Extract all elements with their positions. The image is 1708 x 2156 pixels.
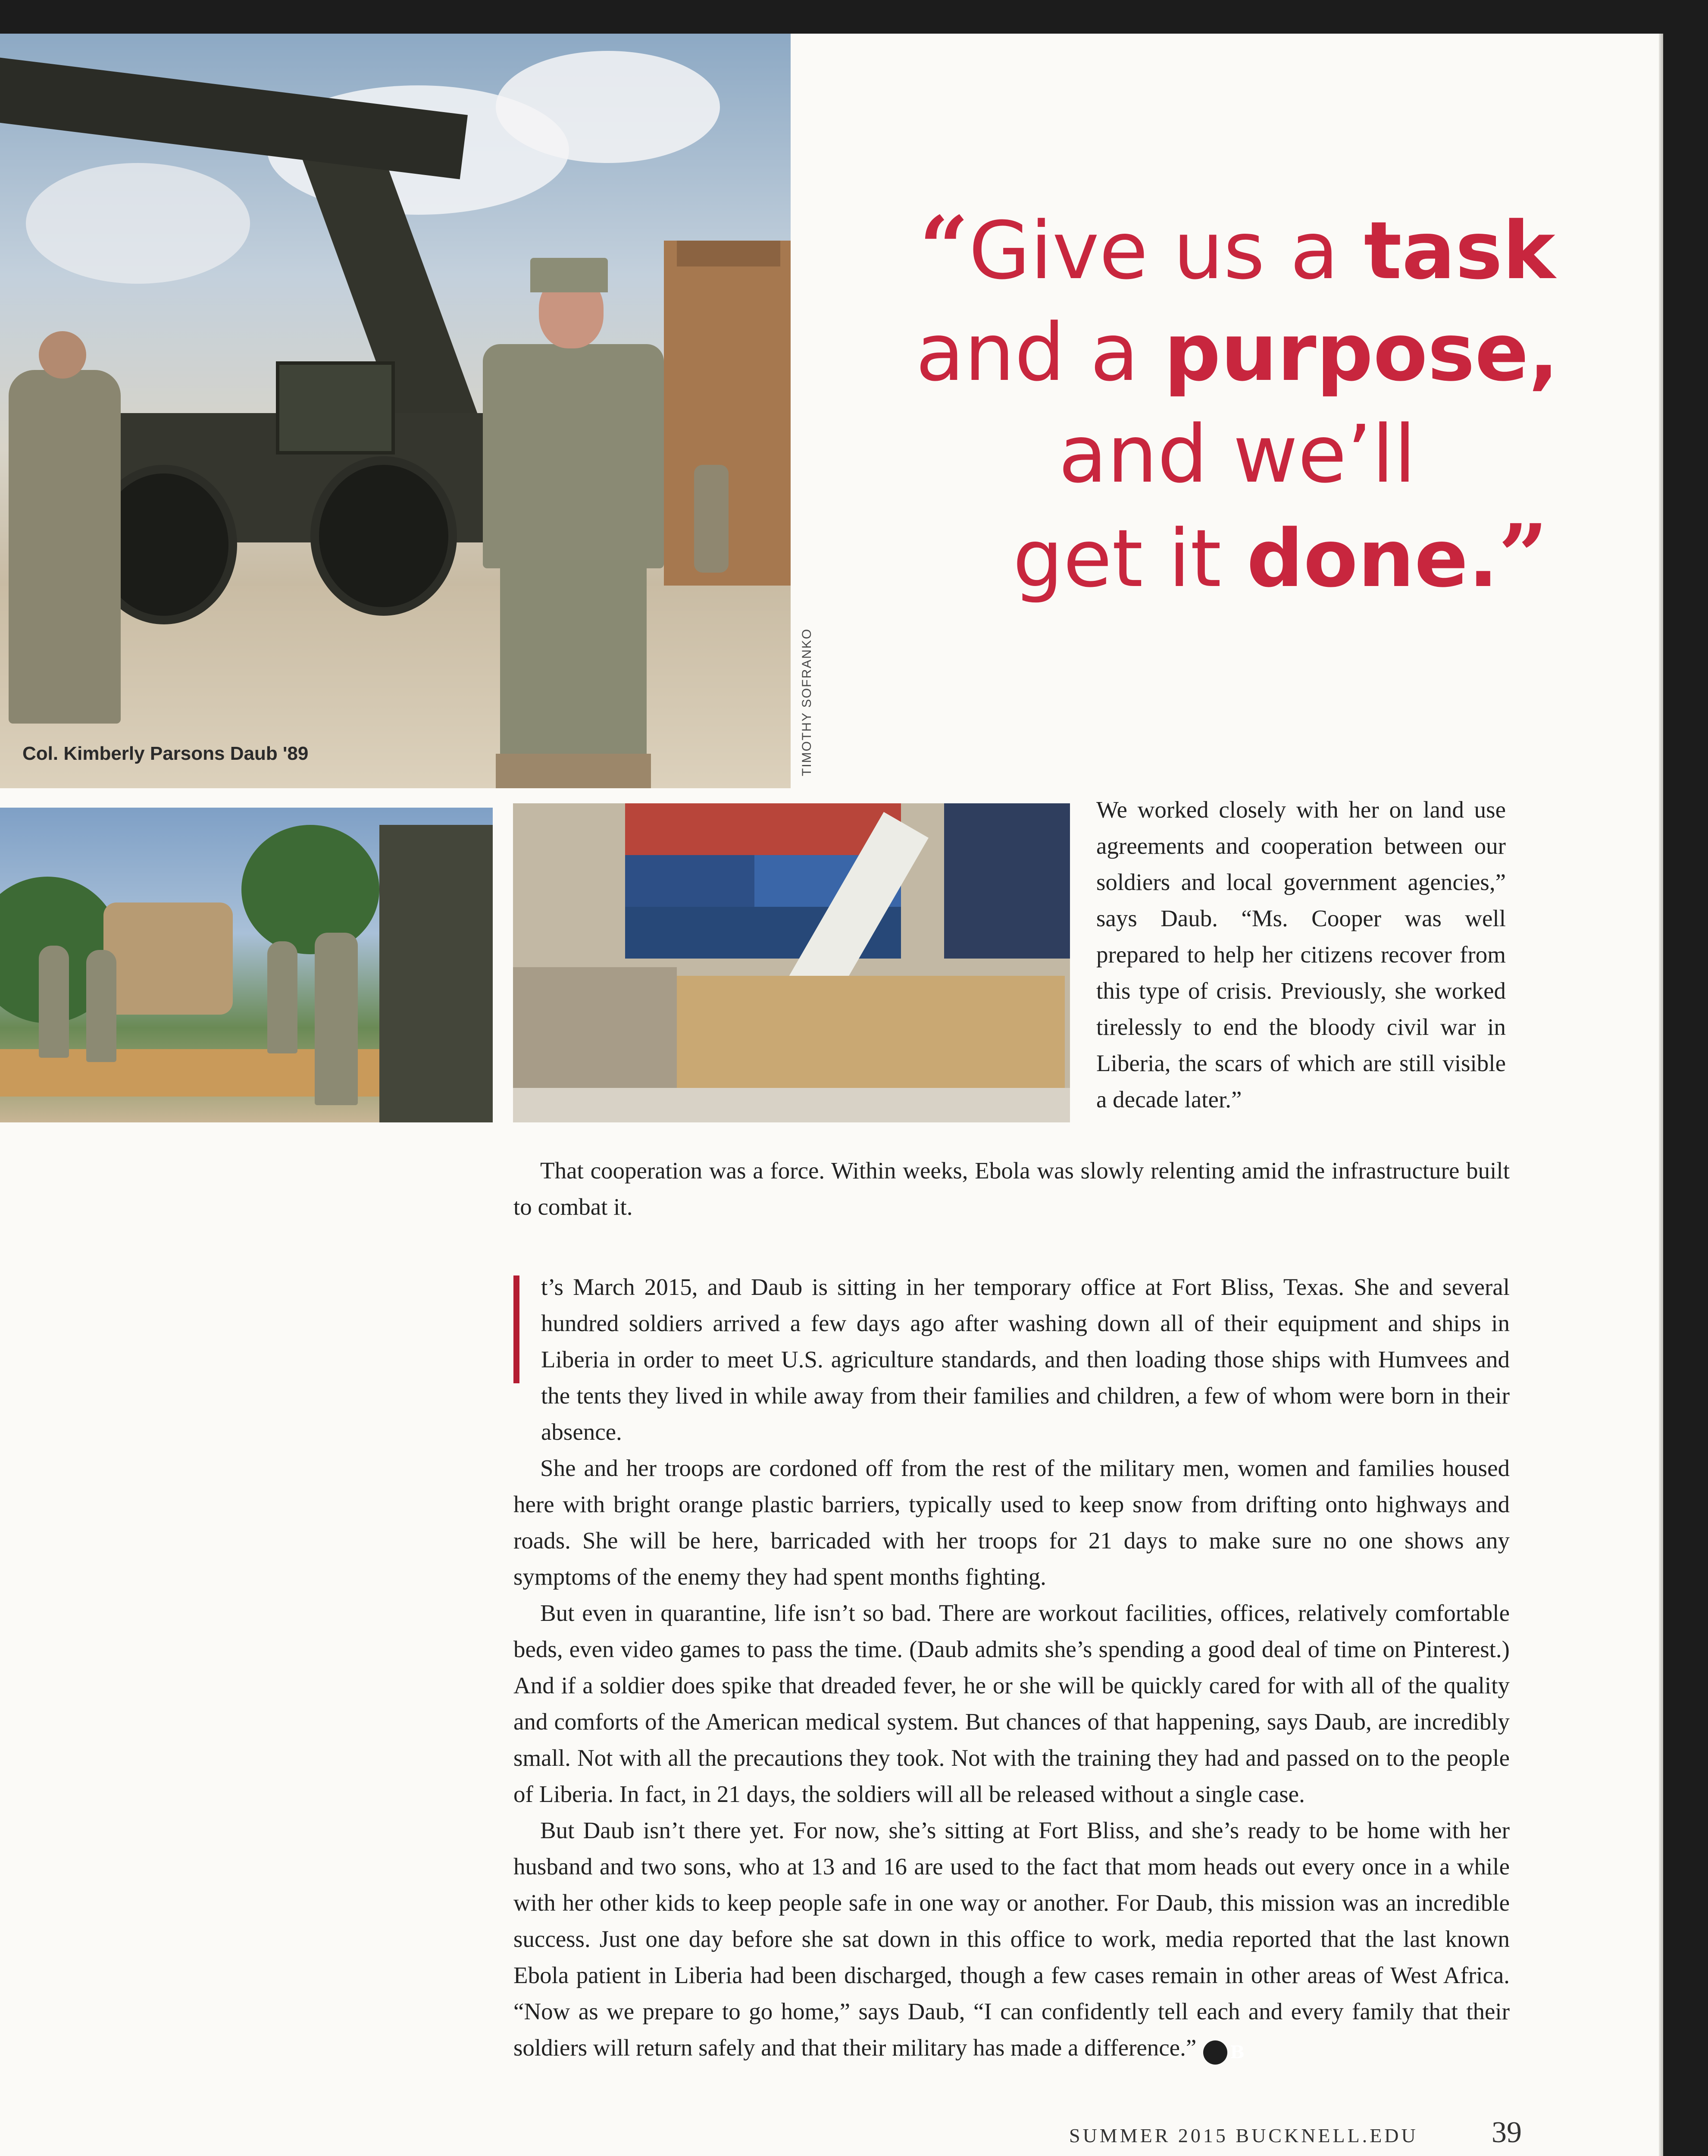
page-footer <box>1069 2115 1522 2154</box>
crane-arm-shape <box>0 56 468 179</box>
pull-quote-emphasis: task <box>1364 205 1555 297</box>
figure-legs <box>500 560 647 775</box>
cloud-shape <box>496 51 720 163</box>
figure-boots <box>496 754 651 788</box>
magazine-page <box>0 34 1663 2156</box>
soldier-figure <box>267 941 297 1053</box>
running-head: SUMMER 2015 BUCKNELL.EDU <box>1069 2125 1418 2147</box>
page-edge <box>1659 34 1663 2156</box>
container-shape <box>625 803 901 855</box>
ground-shape <box>513 1088 1070 1122</box>
tree-shape <box>241 825 379 954</box>
hero-photo <box>0 34 791 788</box>
pull-quote-line-4 <box>828 505 1647 610</box>
page-number: 39 <box>1492 2116 1522 2149</box>
pull-quote-text: Give us a <box>969 205 1364 297</box>
pull-quote-text: and a <box>916 307 1164 399</box>
container-shape <box>944 803 1070 959</box>
pull-quote-line-3: and we’ll <box>1058 408 1416 501</box>
article-block-2 <box>513 1269 1510 2066</box>
article-column-right <box>1096 792 1506 1118</box>
soldier-figure <box>86 950 116 1062</box>
article-paragraph <box>513 1269 1510 1450</box>
bucknell-end-mark-icon: B <box>1203 2040 1227 2065</box>
article-paragraph: But even in quarantine, life isn’t so bad. There are workout facilities, offices, relatively comfortable beds, even video games to pass the time. (Daub admits she’s spending a good deal of time on Pinterest.) And if a soldier does spike that dreaded fever, he or she will be quickly cared for with all of the quality and comforts of the American medical system. But chances of that happening, says Daub, are incredibly small. Not with all the precautions they took. Not with the training they had and passed on to the people of Liberia. In fact, in 21 days, the soldiers will all be released without a single case. <box>513 1600 1510 1807</box>
truck-shape <box>379 825 493 1122</box>
container-shape <box>625 855 754 907</box>
drop-cap-visible <box>486 1260 522 1368</box>
pull-quote-line-2 <box>828 302 1647 404</box>
truck-cab-shape <box>276 361 395 454</box>
soldiers-crates-photo <box>0 808 493 1122</box>
pull-quote-text: get it <box>1013 513 1247 605</box>
figure-torso <box>483 344 664 568</box>
truck-shape <box>513 967 677 1097</box>
pull-quote <box>828 197 1647 715</box>
article-paragraph <box>513 1812 1510 2066</box>
tent-shape <box>677 976 1065 1097</box>
pull-quote-emphasis: done. <box>1246 513 1498 605</box>
article-paragraph: She and her troops are cordoned off from the rest of the military men, women and families housed here with bright orange plastic barriers, typically used to keep snow from drifting onto highways and roads. She will be here, barricaded with her troops for 21 days to make sure no one shows any symptoms of the enemy they had spent months fighting. <box>513 1455 1510 1590</box>
pull-quote-line-1 <box>828 197 1647 302</box>
saluting-soldier-figure <box>9 370 121 724</box>
open-quote-mark: “ <box>919 197 969 299</box>
pull-quote-emphasis: purpose, <box>1164 307 1559 399</box>
article-paragraph-text: But Daub isn’t there yet. For now, she’s sitting at Fort Bliss, and she’s ready to be home with her husband and two sons, who at 13 and 16 are used to the fact that mom heads out every once in a while with her other kids to keep people safe in one way or another. For Daub, this mission was an incredible success. Just one day before she sat down in this office to work, media reported that the last known Ebola patient in Liberia had been discharged, though a few cases remain in other areas of West Africa. “Now as we prepare to go home,” says Daub, “I can confidently tell each and every family that their soldiers will return safely and that their military has made a difference.” <box>513 1817 1510 2061</box>
article-paragraph-text: t’s March 2015, and Daub is sitting in her temporary office at Fort Bliss, Texas. She and several hundred soldiers arrived a few days ago after washing down all of their equipment and ships in Liberia in order to meet U.S. agriculture standards, and then loading those ships with Humvees and the tents they lived in while away from their families and children, a few of whom were born in their absence. <box>541 1274 1510 1445</box>
cargo-pile-shape <box>103 903 233 1015</box>
photo-credit: TIMOTHY SOFRANKO <box>800 628 814 776</box>
photo-caption: Col. Kimberly Parsons Daub '89 <box>22 743 309 764</box>
article-block-1 <box>513 1153 1510 1225</box>
article-paragraph: We worked closely with her on land use agreements and cooperation between our soldiers and local government agencies,” says Daub. “Ms. Cooper was well prepared to help her citizens recover from this type of crisis. Previously, she worked tirelessly to end the bloody civil war in Liberia, the scars of which are still visible a decade later.” <box>1096 796 1506 1112</box>
soldier-figure <box>39 946 69 1058</box>
background-soldier-figure <box>694 465 729 573</box>
article-paragraph: That cooperation was a force. Within weeks, Ebola was slowly relenting amid the infrastructure built to combat it. <box>513 1157 1510 1220</box>
colonel-figure <box>466 258 681 788</box>
close-quote-mark: ” <box>1498 505 1548 607</box>
cloud-shape <box>26 163 250 284</box>
shipping-containers-photo <box>513 803 1070 1122</box>
wheel-shape <box>310 456 457 616</box>
figure-cap <box>530 258 608 292</box>
soldier-figure <box>315 933 358 1105</box>
